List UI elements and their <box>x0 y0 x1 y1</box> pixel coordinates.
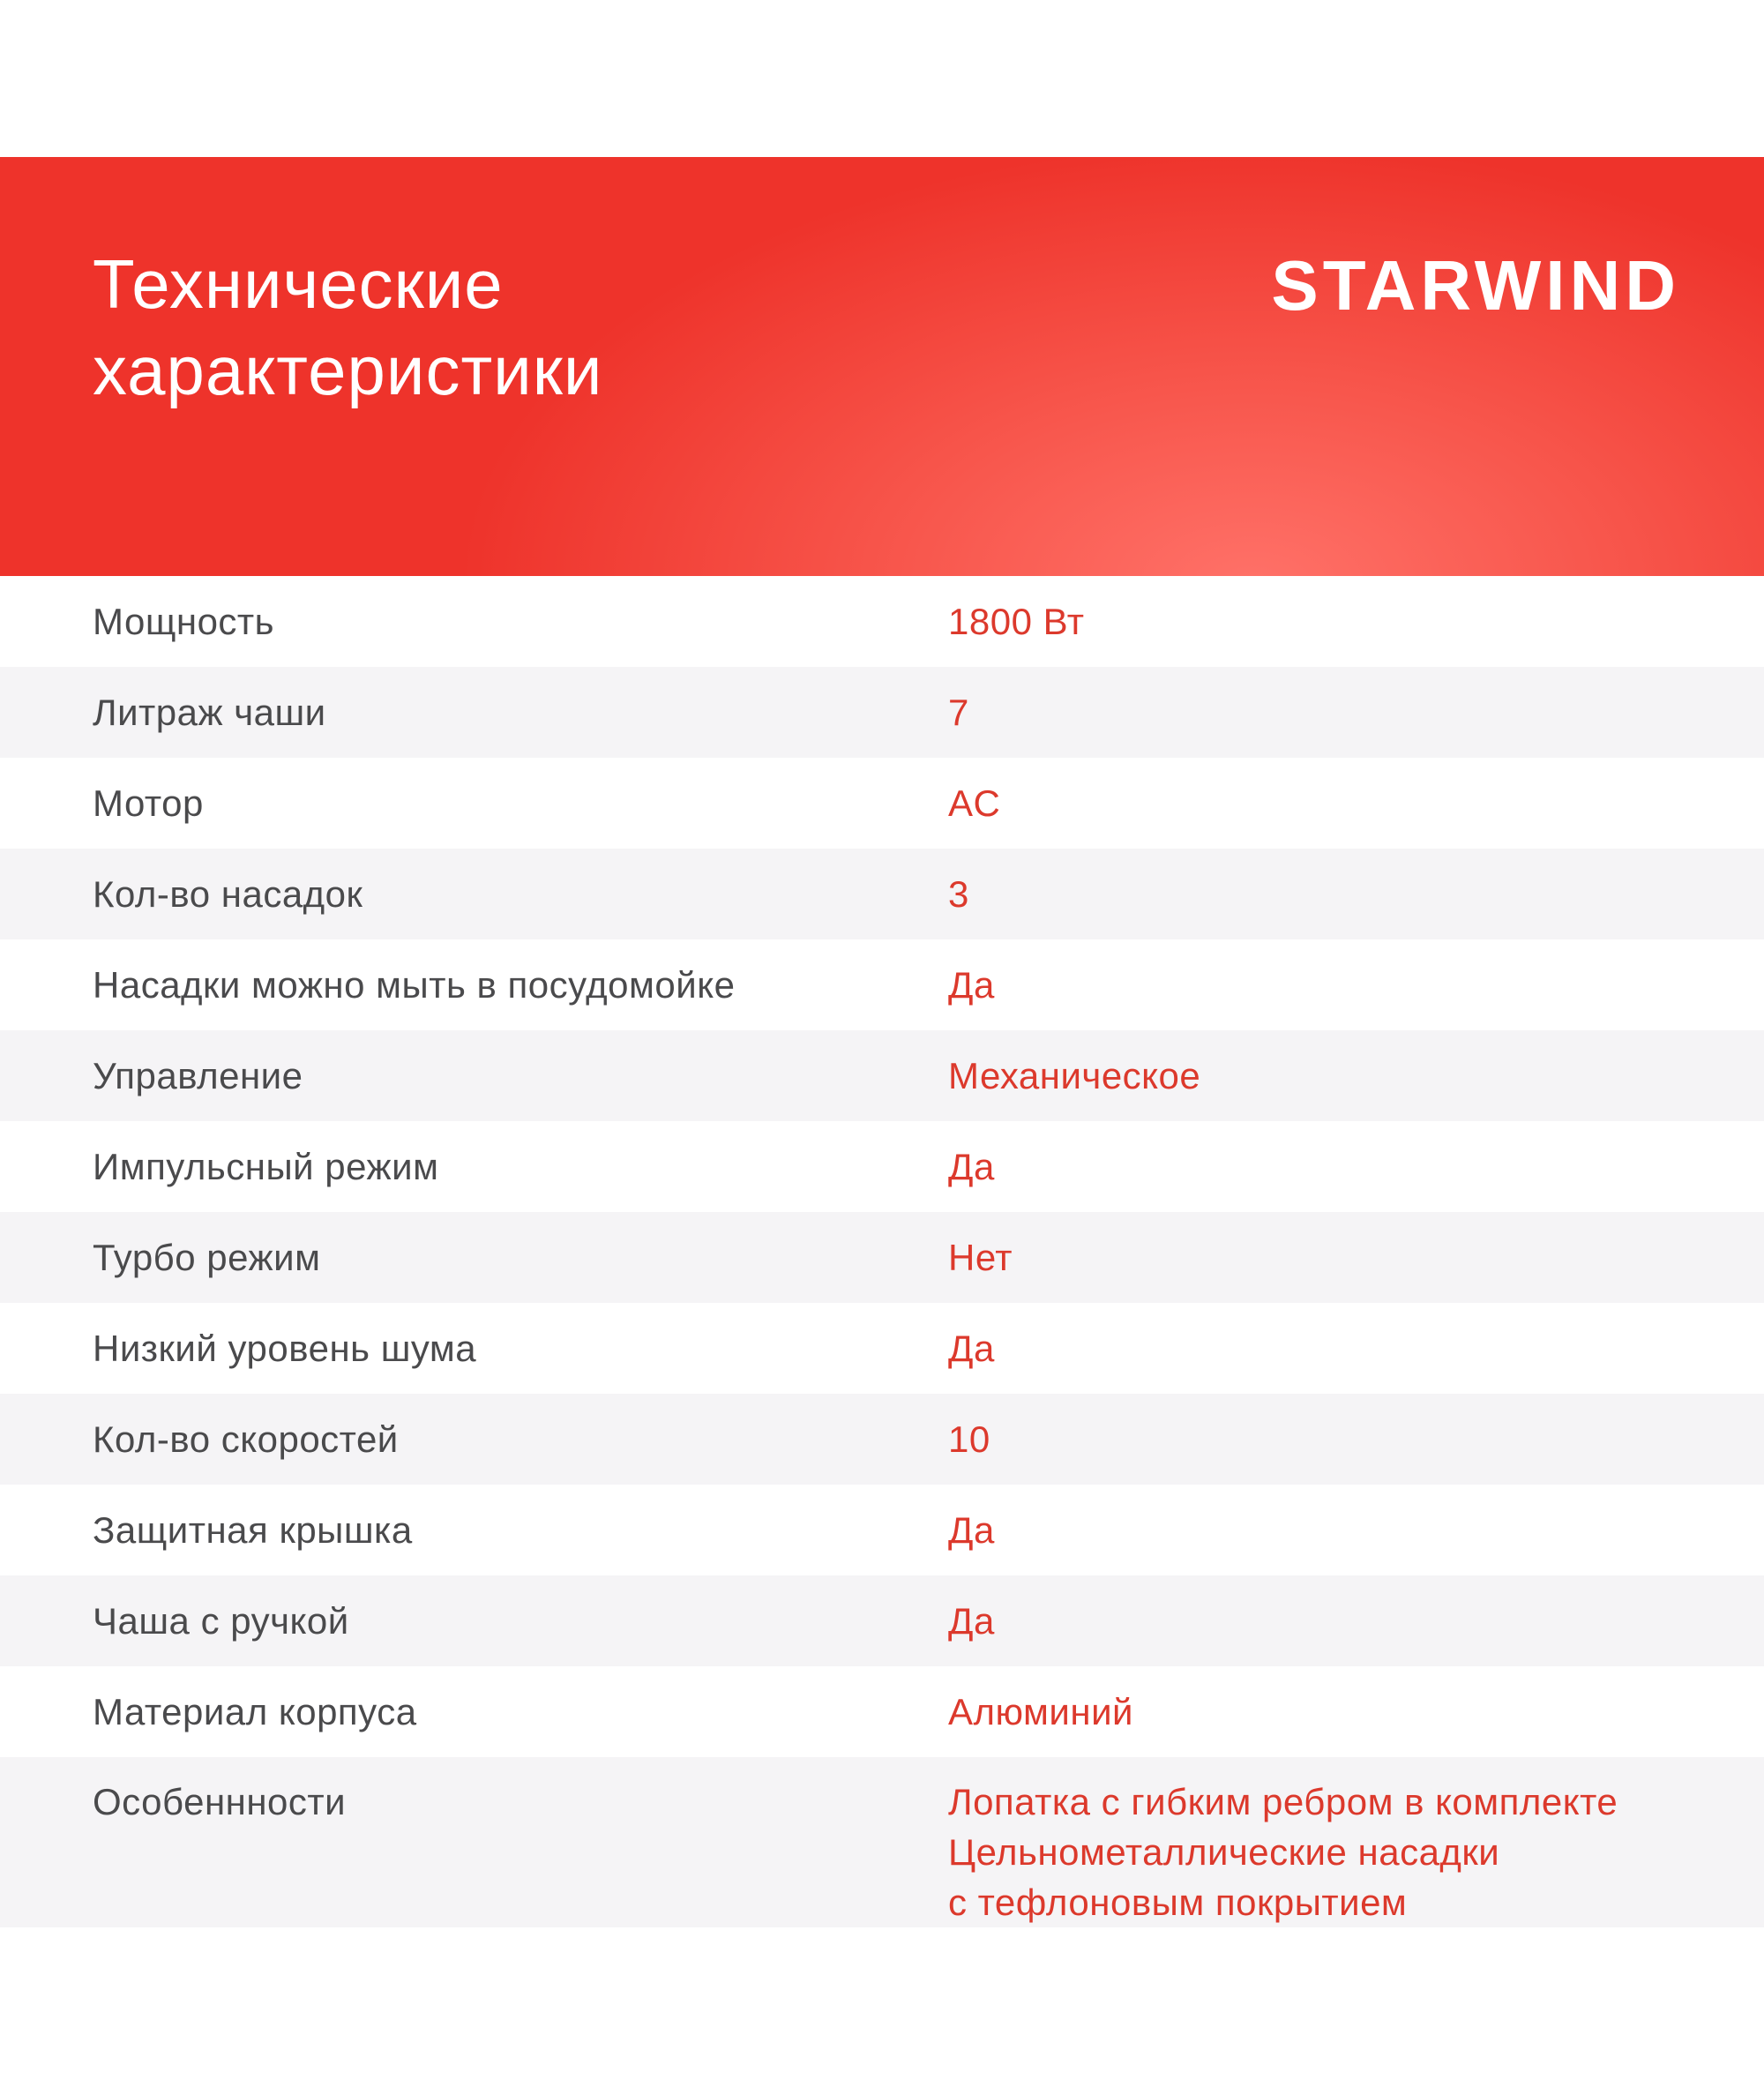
hero-header <box>0 157 1764 576</box>
spec-label: Управление <box>93 1054 303 1096</box>
spec-label: Кол-во насадок <box>93 872 363 915</box>
spec-value: 3 <box>948 872 969 915</box>
table-row <box>0 667 1764 758</box>
page-title <box>93 242 602 414</box>
table-row <box>0 1757 1764 1927</box>
table-row <box>0 1303 1764 1394</box>
brand-logo: STARWIND <box>1271 246 1680 325</box>
spec-value: Да <box>948 1508 995 1551</box>
table-row <box>0 849 1764 939</box>
spec-value: Нет <box>948 1236 1013 1278</box>
spec-value: 1800 Вт <box>948 600 1085 642</box>
spec-label: Особеннности <box>93 1781 347 1822</box>
spec-label: Чаша с ручкой <box>93 1599 349 1642</box>
table-row <box>0 1575 1764 1666</box>
table-row <box>0 758 1764 849</box>
spec-value: 7 <box>948 691 969 733</box>
spec-value: Алюминий <box>948 1690 1134 1732</box>
spec-label: Насадки можно мыть в посудомойке <box>93 963 736 1006</box>
spec-value-line: Цельнометаллические насадки <box>948 1831 1500 1874</box>
spec-label: Низкий уровень шума <box>93 1327 477 1369</box>
spec-table <box>0 576 1764 1927</box>
spec-label: Литраж чаши <box>93 691 326 733</box>
table-row <box>0 1121 1764 1212</box>
table-row <box>0 1212 1764 1303</box>
spec-value: Да <box>948 1327 995 1369</box>
spec-value: AC <box>948 782 1001 824</box>
spec-label: Импульсный режим <box>93 1145 439 1187</box>
spec-value: Механическое <box>948 1054 1201 1096</box>
spec-value: Да <box>948 1145 995 1187</box>
table-row <box>0 1485 1764 1575</box>
spec-value-line: с тефлоновым покрытием <box>948 1882 1408 1924</box>
spec-label: Турбо режим <box>93 1236 321 1278</box>
spec-label: Кол-во скоростей <box>93 1418 399 1460</box>
spec-value: Да <box>948 1599 995 1642</box>
spec-label: Материал корпуса <box>93 1690 417 1732</box>
spec-value: 10 <box>948 1418 990 1460</box>
spec-label: Защитная крышка <box>93 1508 413 1551</box>
page-title-line1: Технические <box>93 245 504 323</box>
table-row <box>0 1394 1764 1485</box>
table-row <box>0 939 1764 1030</box>
top-margin <box>0 0 1764 157</box>
spec-label: Мощность <box>93 600 275 642</box>
spec-value-line: Лопатка с гибким ребром в комплекте <box>948 1781 1618 1822</box>
table-row <box>0 576 1764 667</box>
spec-label: Мотор <box>93 782 204 824</box>
page-title-line2: характеристики <box>93 331 603 409</box>
table-row <box>0 1030 1764 1121</box>
spec-value <box>948 1777 1618 1927</box>
table-row <box>0 1666 1764 1757</box>
spec-value: Да <box>948 963 995 1006</box>
